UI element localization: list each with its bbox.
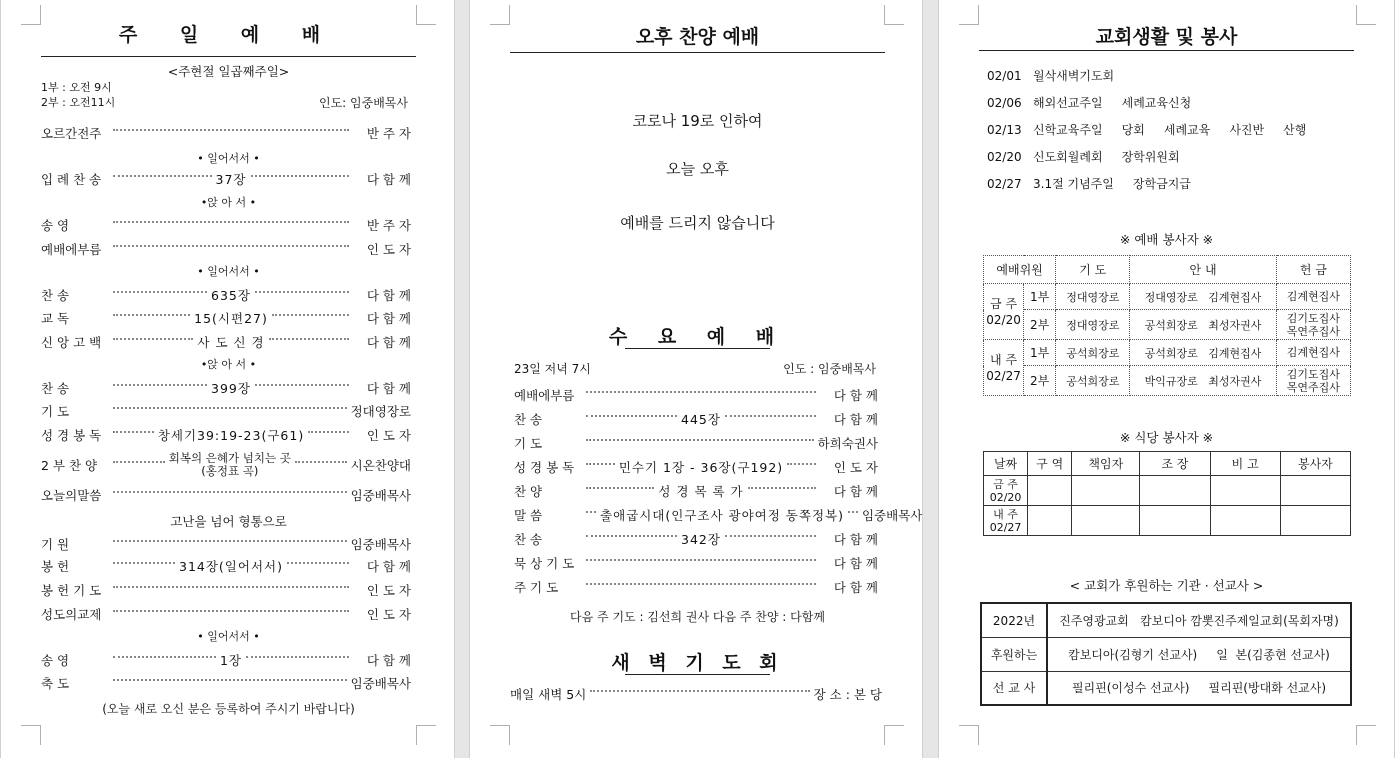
event-item (987, 94, 1191, 111)
empty-cell (1072, 506, 1140, 536)
table-row (981, 637, 1351, 671)
service-time-2: 2부 : 오전11시 (41, 96, 116, 109)
item-assignee: 하희숙권사 (817, 436, 878, 451)
leader: 인도: 임중배목사 (318, 96, 408, 110)
leader-dots (725, 535, 816, 537)
item-label: 말 씀 (514, 508, 543, 523)
crop-mark (490, 5, 510, 25)
notice-line-2: 오늘 오후 (666, 160, 729, 178)
table-row (984, 476, 1351, 506)
item-label: 기 원 (41, 537, 70, 552)
item-label: 성 경 봉 독 (514, 460, 575, 475)
item-assignee: 정대영장로 (350, 404, 411, 419)
leader-dots (251, 175, 350, 177)
item-detail: 민수기 1장 - 36장(구192) (618, 460, 784, 475)
prayer-cell: 공석희장로 (1056, 340, 1130, 366)
item-assignee: 다 함 께 (366, 653, 411, 668)
leader-dots (113, 291, 207, 293)
item-label: 오르간전주 (41, 126, 102, 141)
order-item (41, 535, 411, 553)
order-item (41, 379, 411, 397)
part-cell: 2부 (1024, 366, 1056, 396)
order-note: •앉 아 서 • (200, 196, 257, 209)
leader-dots (586, 391, 816, 393)
crop-mark (21, 5, 41, 25)
order-item (514, 482, 878, 500)
item-assignee: 인 도 자 (366, 583, 411, 598)
crop-mark (959, 725, 979, 745)
order-item (41, 557, 411, 575)
prayer-cell: 정대영장로 (1056, 284, 1130, 310)
order-note: • 일어서서 • (197, 630, 260, 643)
item-label: 봉 헌 기 도 (41, 583, 102, 598)
page-title: 교회생활 및 봉사 (1095, 26, 1238, 48)
leader-dots (113, 221, 349, 223)
item-detail: 15(시편27) (194, 311, 268, 326)
leader-dots (586, 583, 816, 585)
leader-dots (787, 463, 816, 465)
item-detail: 사 도 신 경 (197, 335, 265, 350)
event-date: 02/20 (987, 150, 1022, 164)
week-cell (984, 340, 1024, 396)
order-item (514, 386, 878, 404)
event-item (987, 67, 1114, 84)
table-header-cell: 봉사자 (1280, 452, 1350, 476)
table-header-cell: 날짜 (984, 452, 1028, 476)
week-label: 금 주 (993, 477, 1018, 491)
table-row (981, 671, 1351, 705)
leader-dots (848, 511, 858, 513)
support-label: 후원하는 (981, 637, 1047, 671)
item-assignee: 다 함 께 (366, 335, 412, 350)
leader-dots (308, 431, 349, 433)
week-date: 02/27 (986, 368, 1021, 383)
order-note: •앉 아 서 • (200, 358, 257, 371)
meal-volunteers-title: ※ 식당 봉사자 ※ (1119, 430, 1214, 445)
order-note: • 일어서서 • (197, 152, 260, 165)
wednesday-leader: 인도 : 임중배목사 (783, 362, 876, 376)
item-assignee: 임중배목사 (350, 537, 411, 552)
empty-cell (1028, 506, 1072, 536)
week-cell (984, 284, 1024, 340)
title-rule (979, 50, 1354, 51)
offering-cell (1276, 366, 1350, 396)
week-date: 02/20 (986, 312, 1021, 327)
item-assignee: 인 도 자 (833, 460, 879, 475)
event-text: 3.1절 기념주일 장학금지급 (1033, 177, 1191, 191)
item-detail: 1장 (219, 653, 243, 668)
crop-mark (1356, 725, 1376, 745)
leader-dots (246, 656, 349, 658)
item-detail: 342장 (681, 532, 721, 547)
prayer-cell: 공석희장로 (1056, 366, 1130, 396)
leader-dots (255, 291, 349, 293)
empty-cell (1028, 476, 1072, 506)
leader-dots (590, 690, 809, 692)
table-row (984, 340, 1351, 366)
support-label: 선 교 사 (981, 671, 1047, 705)
event-date: 02/13 (987, 123, 1022, 137)
leader-dots (113, 679, 347, 681)
order-item (41, 452, 411, 478)
event-date: 02/27 (987, 177, 1022, 191)
dawn-prayer-title: 새 벽 기 도 회 (611, 652, 784, 674)
leader-dots (113, 431, 154, 433)
item-label: 찬 송 (514, 412, 543, 427)
part-cell: 1부 (1024, 340, 1056, 366)
offering-name: 김기도집사 (1286, 311, 1340, 325)
leader-dots (586, 535, 677, 537)
leader-dots (113, 384, 207, 386)
leader-dots (113, 338, 193, 340)
order-item (41, 486, 411, 504)
item-assignee: 다 함 께 (833, 388, 878, 403)
order-item (41, 426, 411, 444)
order-item (41, 581, 411, 599)
table-row (984, 506, 1351, 536)
item-detail: 회복의 은혜가 넘치는 곳 (168, 451, 291, 465)
service-time-1: 1부 : 오전 9시 (41, 81, 112, 94)
item-assignee: 인 도 자 (366, 242, 411, 257)
item-assignee: 다 함 께 (366, 381, 411, 396)
meal-volunteers-table (983, 451, 1351, 536)
crop-mark (884, 5, 904, 25)
item-label: 송 영 (41, 218, 70, 233)
week-date: 02/27 (989, 520, 1022, 534)
leader-dots (586, 463, 615, 465)
title-rule (510, 52, 885, 53)
item-assignee: 반 주 자 (366, 126, 411, 141)
date-cell (984, 506, 1028, 536)
item-detail: 314장(일어서서) (179, 559, 283, 574)
item-label: 찬 송 (41, 288, 70, 303)
table-header-cell: 비 고 (1210, 452, 1280, 476)
item-assignee: 시온찬양대 (350, 458, 412, 473)
table-header-cell: 책임자 (1072, 452, 1140, 476)
item-detail-sub: (홍정표 곡) (201, 464, 259, 478)
leader-dots (586, 487, 654, 489)
item-assignee: 다 함 께 (366, 172, 412, 187)
event-text: 신도회월례회 장학위원회 (1033, 150, 1180, 164)
table-row (981, 603, 1351, 637)
leader-dots (113, 562, 175, 564)
item-label: 찬 송 (514, 532, 543, 547)
item-assignee: 임중배목사 (350, 676, 411, 691)
support-entry: 캄보디아(김형기 선교사) 일 본(김종현 선교사) (1047, 637, 1351, 671)
item-assignee: 인 도 자 (366, 607, 411, 622)
table-header-row (984, 452, 1351, 476)
item-detail: 399장 (211, 381, 251, 396)
item-assignee: 인 도 자 (366, 428, 411, 443)
item-assignee: 임중배목사 (350, 488, 411, 503)
order-item (41, 651, 411, 669)
item-label: 축 도 (41, 676, 70, 691)
table-header-cell: 안 내 (1130, 256, 1276, 284)
next-week-info: 다음 주 기도 : 김선희 권사 다음 주 찬양 : 다함께 (570, 610, 825, 624)
dawn-place: 장 소 : 본 당 (813, 687, 882, 702)
table-header-cell: 구 역 (1028, 452, 1072, 476)
item-label: 기 도 (514, 436, 543, 451)
order-item (514, 578, 878, 596)
item-detail: 창세기39:19-23(구61) (157, 428, 305, 443)
service-volunteers-table (983, 255, 1351, 396)
dawn-prayer-row (510, 685, 882, 703)
item-assignee: 임중배목사 (861, 508, 923, 523)
order-item (514, 506, 923, 524)
item-label: 2 부 찬 양 (41, 458, 98, 473)
week-label: 내 주 (990, 352, 1018, 367)
page-sunday-worship (0, 0, 455, 758)
order-item (41, 402, 411, 420)
order-item (514, 410, 878, 428)
guide-cell: 박익규장로 최성자권사 (1130, 366, 1276, 396)
order-item (514, 530, 878, 548)
leader-dots (113, 129, 349, 131)
leader-dots (287, 562, 349, 564)
event-item (987, 148, 1180, 165)
offering-cell (1276, 310, 1350, 340)
leader-dots (272, 314, 349, 316)
empty-cell (1210, 506, 1280, 536)
wednesday-time: 23일 저녁 7시 (514, 362, 591, 376)
order-item (41, 286, 411, 304)
item-assignee: 반 주 자 (366, 218, 411, 233)
week-date: 02/20 (989, 490, 1022, 504)
support-entry: 필리핀(이성수 선교사) 필리핀(방대화 선교사) (1047, 671, 1351, 705)
table-header-cell: 조 장 (1140, 452, 1210, 476)
title-rule (41, 56, 416, 57)
offering-name: 김계현집사 (1286, 346, 1340, 359)
offering-cell (1276, 340, 1350, 366)
item-middle (169, 452, 291, 478)
order-item (41, 674, 411, 692)
service-volunteers-title: ※ 예배 봉사자 ※ (1119, 232, 1214, 247)
crop-mark (884, 725, 904, 745)
item-label: 성도의교제 (41, 607, 102, 622)
week-label: 내 주 (993, 507, 1018, 521)
event-text: 해외선교주일 세례교육신청 (1033, 96, 1192, 110)
crop-mark (416, 725, 436, 745)
date-cell (984, 476, 1028, 506)
wednesday-rule (625, 348, 770, 349)
item-label: 묵 상 기 도 (514, 556, 575, 571)
crop-mark (490, 725, 510, 745)
item-assignee: 다 함 께 (833, 532, 878, 547)
order-item (41, 170, 411, 188)
item-label: 입 례 찬 송 (41, 172, 102, 187)
leader-dots (295, 461, 347, 463)
crop-mark (959, 5, 979, 25)
item-label: 봉 헌 (41, 559, 70, 574)
item-assignee: 다 함 께 (366, 311, 411, 326)
leader-dots (586, 511, 596, 513)
order-note: • 일어서서 • (197, 265, 260, 278)
order-item (514, 458, 878, 476)
leader-dots (113, 491, 347, 493)
item-detail: 445장 (681, 412, 721, 427)
offering-name-2: 목연주집사 (1286, 380, 1340, 394)
week-label: 금 주 (990, 296, 1018, 311)
support-table (980, 602, 1352, 706)
part-cell: 2부 (1024, 310, 1056, 340)
page-title: 주 일 예 배 (118, 24, 339, 46)
dawn-time: 매일 새벽 5시 (510, 687, 587, 702)
footer-note: (오늘 새로 오신 분은 등록하여 주시기 바랍니다) (102, 702, 355, 716)
page-afternoon-worship (469, 0, 923, 758)
event-text: 월삭새벽기도회 (1033, 69, 1115, 83)
order-item (41, 240, 411, 258)
item-detail: 출애굽시대(인구조사 광야여정 동쪽정복) (600, 508, 844, 523)
table-header-cell: 예배위원 (984, 256, 1056, 284)
offering-name: 김기도집사 (1286, 367, 1340, 381)
support-label: 2022년 (981, 603, 1047, 637)
item-assignee: 다 함 께 (833, 412, 878, 427)
leader-dots (586, 415, 677, 417)
prayer-cell: 정대영장로 (1056, 310, 1130, 340)
guide-cell: 정대영장로 김계현집사 (1130, 284, 1276, 310)
empty-cell (1280, 506, 1350, 536)
offering-name: 김계현집사 (1286, 290, 1340, 303)
item-assignee: 다 함 께 (833, 556, 878, 571)
order-item (41, 216, 411, 234)
leader-dots (113, 610, 349, 612)
item-label: 신 앙 고 백 (41, 335, 102, 350)
subtitle: <주현절 일곱째주일> (167, 64, 290, 79)
leader-dots (586, 439, 814, 441)
leader-dots (113, 656, 216, 658)
event-text: 신학교육주일 당회 세례교육 사진반 산행 (1033, 123, 1307, 137)
order-item (514, 434, 878, 452)
order-item (41, 605, 411, 623)
table-header-cell: 기 도 (1056, 256, 1130, 284)
order-note: 고난을 넘어 형통으로 (170, 514, 287, 529)
crop-mark (21, 725, 41, 745)
table-header-row (984, 256, 1351, 284)
leader-dots (269, 338, 349, 340)
item-label: 오늘의말씀 (41, 488, 102, 503)
crop-mark (416, 5, 436, 25)
empty-cell (1140, 506, 1210, 536)
crop-mark (1356, 5, 1376, 25)
item-label: 기 도 (41, 404, 70, 419)
item-label: 찬 양 (514, 484, 543, 499)
table-row (984, 310, 1351, 340)
order-item (41, 124, 411, 142)
item-assignee: 다 함 께 (833, 484, 878, 499)
event-item (987, 175, 1191, 192)
table-row (984, 284, 1351, 310)
support-title: < 교회가 후원하는 기관 · 선교사 > (1069, 578, 1264, 593)
page-church-life (938, 0, 1395, 758)
leader-dots (113, 245, 349, 247)
empty-cell (1072, 476, 1140, 506)
event-date: 02/06 (987, 96, 1022, 110)
leader-dots (113, 314, 190, 316)
leader-dots (586, 559, 816, 561)
item-label: 주 기 도 (514, 580, 559, 595)
empty-cell (1140, 476, 1210, 506)
notice-line-1: 코로나 19로 인하여 (632, 112, 763, 130)
event-date: 02/01 (987, 69, 1022, 83)
item-assignee: 다 함 께 (833, 580, 878, 595)
empty-cell (1280, 476, 1350, 506)
item-label: 교 독 (41, 311, 70, 326)
order-item (41, 309, 411, 327)
leader-dots (113, 461, 165, 463)
part-cell: 1부 (1024, 284, 1056, 310)
notice-line-3: 예배를 드리지 않습니다 (620, 214, 775, 232)
offering-name-2: 목연주집사 (1286, 324, 1340, 338)
item-detail: 37장 (215, 172, 247, 187)
item-detail: 635장 (211, 288, 251, 303)
guide-cell: 공석희장로 김계현집사 (1130, 340, 1276, 366)
order-item (41, 333, 411, 351)
item-assignee: 다 함 께 (366, 288, 411, 303)
table-row (984, 366, 1351, 396)
page-title: 오후 찬양 예배 (635, 26, 760, 48)
leader-dots (113, 175, 212, 177)
support-entry: 진주영광교회 캄보디아 깜뽓진주제일교회(목회자명) (1047, 603, 1351, 637)
offering-cell (1276, 284, 1350, 310)
dawn-rule (625, 674, 770, 675)
leader-dots (255, 384, 349, 386)
guide-cell: 공석희장로 최성자권사 (1130, 310, 1276, 340)
table-header-cell: 헌 금 (1276, 256, 1350, 284)
item-label: 찬 송 (41, 381, 70, 396)
item-label: 예배에부름 (41, 242, 102, 257)
leader-dots (725, 415, 816, 417)
item-label: 예배에부름 (514, 388, 575, 403)
leader-dots (113, 407, 347, 409)
item-label: 송 영 (41, 653, 70, 668)
item-label: 성 경 봉 독 (41, 428, 102, 443)
item-assignee: 다 함 께 (366, 559, 411, 574)
item-detail: 성 경 목 록 가 (658, 484, 744, 499)
wednesday-title: 수 요 예 배 (608, 326, 787, 348)
leader-dots (113, 540, 347, 542)
leader-dots (748, 487, 816, 489)
leader-dots (113, 586, 349, 588)
order-item (514, 554, 878, 572)
empty-cell (1210, 476, 1280, 506)
event-item (987, 121, 1306, 138)
